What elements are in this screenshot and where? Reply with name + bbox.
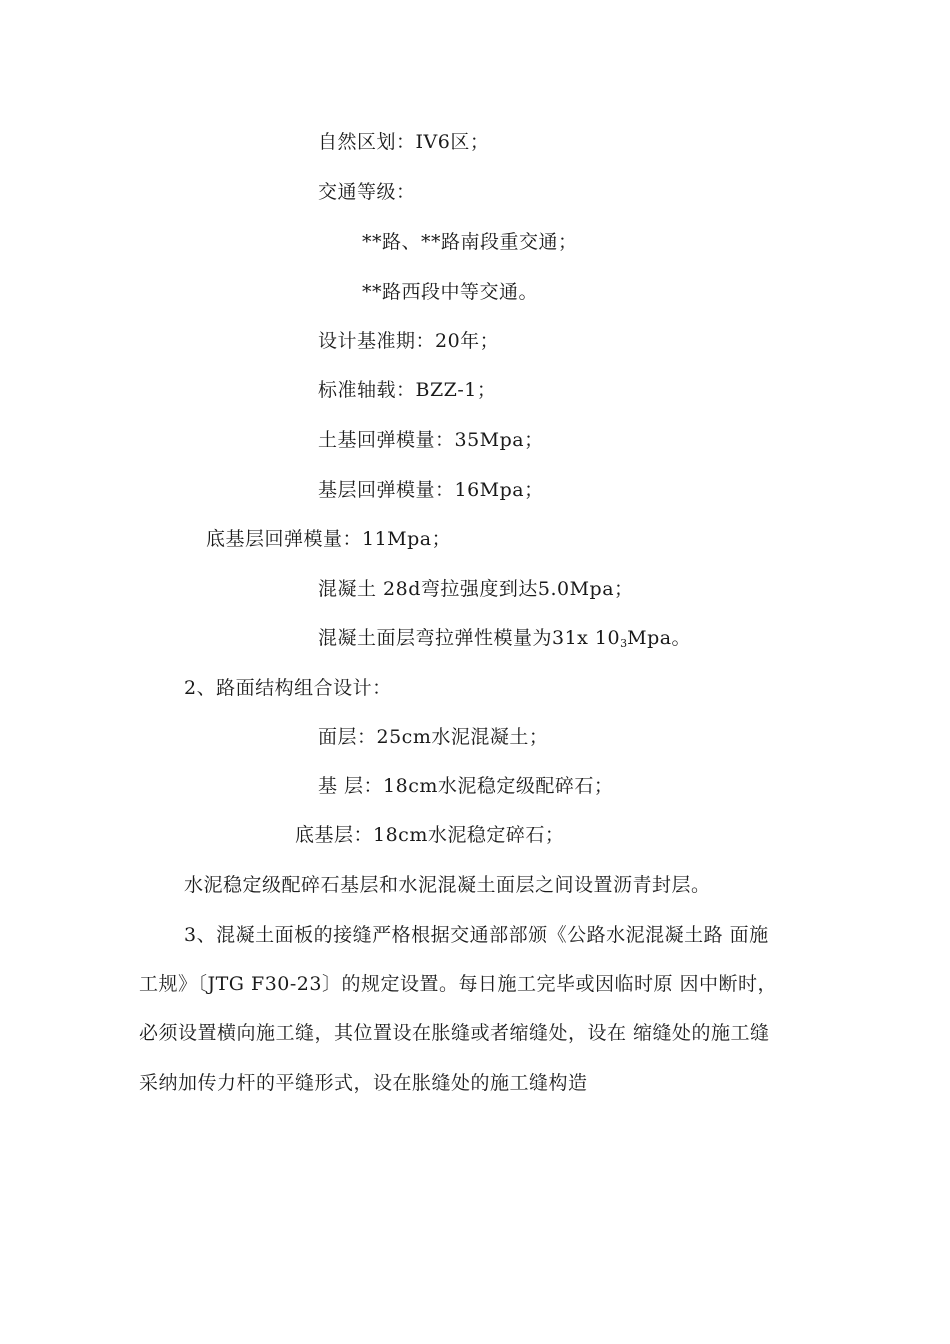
- traffic-level-label: 交通等级：: [318, 181, 416, 203]
- traffic-medium-line: **路西段中等交通。: [362, 281, 539, 303]
- joints-paragraph-line-1: 3、混凝土面板的接缝严格根据交通部部颁《公路水泥混凝土路 面施: [184, 924, 769, 946]
- concrete-elastic-exponent: 3: [620, 637, 628, 650]
- base-modulus-line: 基层回弹模量：16Mpa；: [318, 479, 544, 501]
- structure-heading: 2、路面结构组合设计：: [184, 677, 392, 699]
- surface-layer-line: 面层：25cm水泥混凝土；: [318, 726, 549, 748]
- joints-paragraph-line-4: 采纳加传力杆的平缝形式，设在胀缝处的施工缝构造: [139, 1072, 588, 1094]
- concrete-elastic-prefix: 混凝土面层弯拉弹性模量为31x 10: [318, 627, 621, 649]
- subbase-layer-line: 底基层：18cm水泥稳定碎石；: [295, 824, 565, 846]
- standard-axle-line: 标准轴载：BZZ-1；: [318, 379, 497, 401]
- traffic-heavy-line: **路、**路南段重交通；: [362, 231, 578, 253]
- subbase-modulus-line: 底基层回弹模量：11Mpa；: [206, 528, 452, 550]
- seal-note-line: 水泥稳定级配碎石基层和水泥混凝土面层之间设置沥青封层。: [184, 874, 711, 896]
- concrete-strength-line: 混凝土 28d弯拉强度到达5.0Mpa；: [318, 578, 634, 600]
- subgrade-modulus-line: 土基回弹模量：35Mpa；: [318, 429, 544, 451]
- concrete-elastic-suffix: Mpa。: [627, 627, 692, 649]
- natural-zone-line: 自然区划：IV6区；: [318, 131, 490, 153]
- joints-paragraph-line-2: 工规》〔JTG F30-23〕的规定设置。每日施工完毕或因临时原 因中断时，: [139, 973, 778, 995]
- joints-paragraph-line-3: 必须设置横向施工缝，其位置设在胀缝或者缩缝处，设在 缩缝处的施工缝: [139, 1022, 770, 1044]
- concrete-elastic-line: [318, 625, 691, 654]
- base-layer-line: 基 层：18cm水泥稳定级配碎石；: [318, 775, 614, 797]
- design-period-line: 设计基准期：20年；: [318, 330, 500, 352]
